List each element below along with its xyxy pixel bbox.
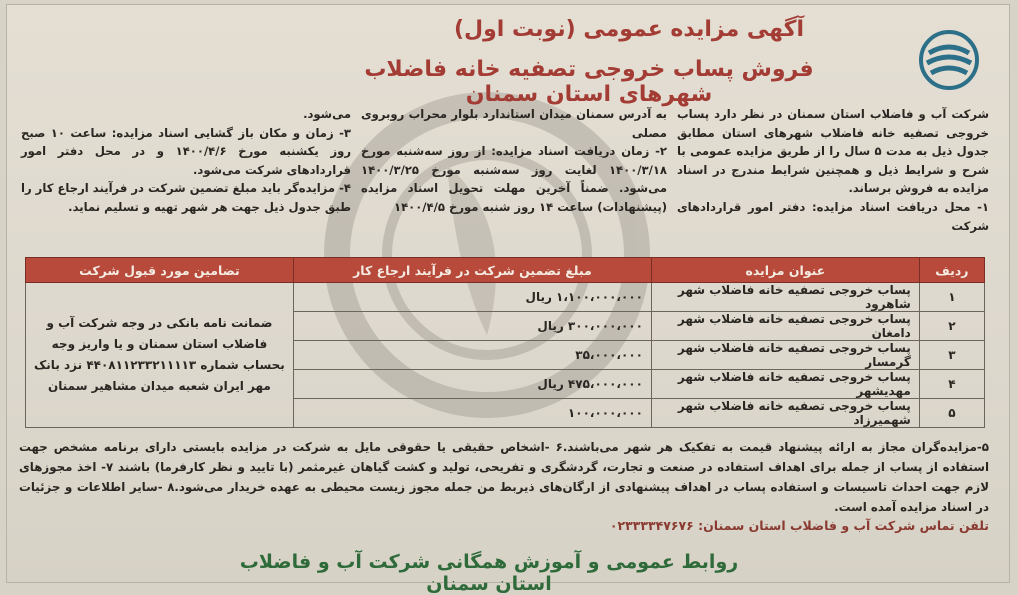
row-number: ۴ (919, 370, 984, 399)
terms-text: ۵-مزایده‌گران مجاز به ارائه پیشنهاد قیمت به تفکیک هر شهر می‌باشند.۶ -اشخاص حقیقی یا حقوقی مایل به شرکت در مزایده بایستی دارای برنامه مشخص جهت استفاده از پساب از جمله برای اهداف استفاده در صنعت و تجارت، گردشگری و تفریحی، تولید و کشت گیاهان غیرمثمر (با تایید و نظر کارفرما) باشند ۷- اخذ مجوزهای لازم جهت احداث تاسیسات و استفاده پساب در اهداف پیشنهادی از ارگان‌های ذیربط من جمله مجوز زیست محیطی به عهده خریدار می‌شود.۸ -سایر اطلاعات و جزئیات در اسناد مزایده آمده است. (19, 440, 990, 514)
row-number: ۲ (919, 312, 984, 341)
contact-phone: تلفن تماس شرکت آب و فاضلاب استان سمنان: ۰۲۳۳۳۳۴۷۶۷۶ (609, 518, 989, 533)
text-column-left (21, 105, 351, 217)
row-amount: ۳۵،۰۰۰،۰۰۰ (293, 341, 651, 370)
footer-signature: روابط عمومی و آموزش همگانی شرکت آب و فاضلاب استان سمنان (239, 551, 739, 595)
row-number: ۳ (919, 341, 984, 370)
ad-subtitle: فروش پساب خروجی تصفیه خانه فاضلاب شهرهای استان سمنان (364, 57, 814, 107)
item-3-paragraph: ۳- زمان و مکان باز گشایی اسناد مزایده: ساعت ۱۰ صبح روز یکشنبه مورخ ۱۴۰۰/۴/۶ و در محل دفتر امور قراردادهای شرکت می‌شود. (21, 125, 352, 177)
header-amount: مبلغ تضمین شرکت در فرآیند ارجاع کار (293, 258, 651, 283)
water-drop-logo-icon (911, 29, 987, 91)
row-number: ۵ (919, 399, 984, 428)
row-title: پساب خروجی تصفیه خانه فاضلاب شهر مهدیشهر (651, 370, 919, 399)
header-title: عنوان مزایده (651, 258, 919, 283)
text-column-right (677, 105, 989, 235)
text-column-middle (361, 105, 667, 217)
row-amount: ۴۷۵،۰۰۰،۰۰۰ ریال (293, 370, 651, 399)
row-title: پساب خروجی تصفیه خانه فاضلاب شهر شاهرود (651, 283, 919, 312)
auction-table (25, 257, 985, 428)
item-2-paragraph: ۲- زمان دریافت اسناد مزایده: از روز سه‌شنبه مورخ ۱۴۰۰/۳/۱۸ لغایت روز سه‌شنبه مورخ ۱۴۰۰/۳/۲۵ می‌شود. ضمناً آخرین مهلت تحویل اسناد مزایده (پیشنهادات) ساعت ۱۴ روز شنبه مورخ ۱۴۰۰/۴/۵ (361, 144, 667, 214)
ad-title: آگهی مزایده عمومی (نوبت اول) (453, 17, 805, 42)
table-header-row (26, 258, 985, 283)
intro-paragraph: شرکت آب و فاضلاب استان سمنان در نظر دارد پساب خروجی تصفیه خانه فاضلاب شهرهای استان مطابق جدول ذیل به مدت ۵ سال را از طریق مزایده عمومی با شرح و شرایط ذیل و همچنین شرایط مندرج در اسناد مزایده به فروش برساند. (677, 107, 989, 196)
row-title: پساب خروجی تصفیه خانه فاضلاب شهر شهمیرزاد (651, 399, 919, 428)
header-guarantee: تضامین مورد قبول شرکت (26, 258, 294, 283)
row-amount: ۱،۱۰۰،۰۰۰،۰۰۰ ریال (293, 283, 651, 312)
advertisement-page (6, 4, 1010, 595)
continuation-paragraph: می‌شود. (303, 107, 351, 121)
item-4-paragraph: ۴- مزایده‌گر باید مبلغ تضمین شرکت در فرآیند ارجاع کار را طبق جدول ذیل جهت هر شهر تهیه و تسلیم نماید. (20, 181, 351, 214)
table-row (26, 283, 985, 312)
row-amount: ۱۰۰،۰۰۰،۰۰۰ (293, 399, 651, 428)
row-amount: ۳۰۰،۰۰۰،۰۰۰ ریال (293, 312, 651, 341)
row-number: ۱ (919, 283, 984, 312)
header-row-number: ردیف (919, 258, 984, 283)
row-title: پساب خروجی تصفیه خانه فاضلاب شهر گرمسار (651, 341, 919, 370)
row-title: پساب خروجی تصفیه خانه فاضلاب شهر دامغان (651, 312, 919, 341)
item-1-paragraph: ۱- محل دریافت اسناد مزایده: دفتر امور قراردادهای شرکت (677, 199, 989, 233)
address-paragraph: به آدرس سمنان میدان استاندارد بلوار محراب روبروی مصلی (361, 107, 667, 140)
terms-paragraph (19, 437, 989, 517)
guarantee-cell: ضمانت نامه بانکی در وجه شرکت آب و فاضلاب استان سمنان و یا واریز وجه بحساب شماره ۴۴۰۸۱۱۲۳۳۲۱۱۱۱۳ نزد بانک مهر ایران شعبه میدان مشاهیر سمنان (26, 283, 294, 428)
